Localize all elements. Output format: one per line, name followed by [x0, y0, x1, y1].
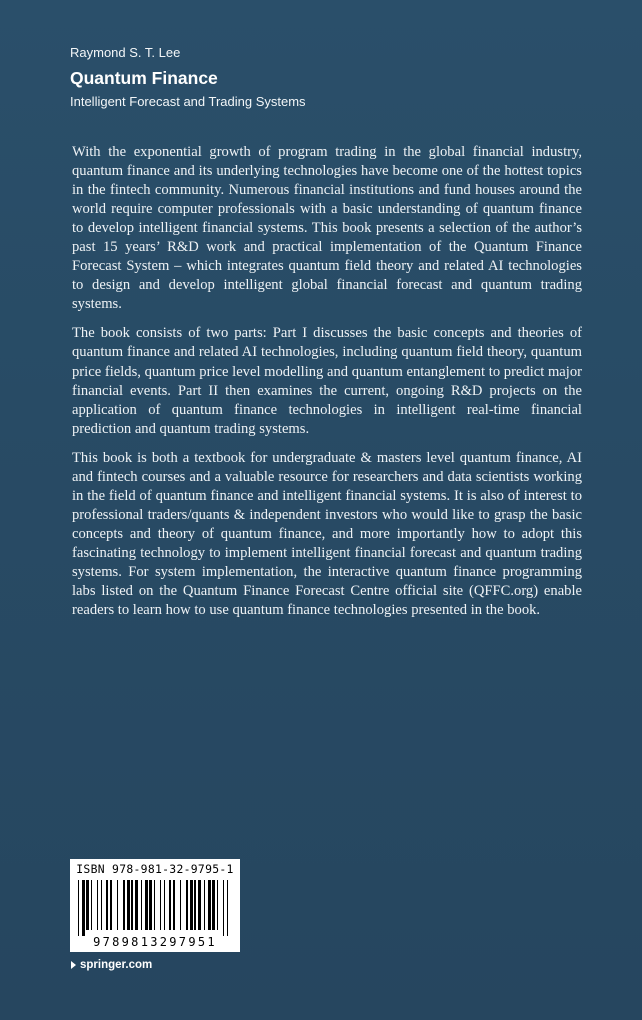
publisher-link[interactable]: springer.com — [80, 959, 153, 971]
back-cover-blurb — [72, 143, 582, 630]
barcode-digits: 9789813297951 — [93, 935, 217, 949]
cover-header — [70, 43, 590, 112]
arrow-right-icon — [71, 961, 76, 969]
barcode-bars — [78, 880, 232, 936]
blurb-paragraph: With the exponential growth of program trading in the global financial industry, quantum finance and its underlying technologies have become one of the hottest topics in the fintech community. Numerous financial institutions and fund houses around the world require computer professionals with a basic understanding of quantum finance to develop intelligent financial systems. This book presents a selection of the author’s past 15 years’ R&D work and practical implementation of the Quantum Finance Forecast System – which integrates quantum field theory and related AI technologies to design and develop intelligent global financial forecast and quantum trading systems. — [72, 144, 582, 313]
blurb-paragraph: The book consists of two parts: Part I discusses the basic concepts and theories of quantum finance and related AI technologies, including quantum field theory, quantum price fields, quantum price level modelling and quantum entanglement to predict major financial events. Part II then examines the current, ongoing R&D projects on the application of quantum finance technologies in intelligent real-time financial prediction and quantum trading systems. — [72, 325, 582, 437]
blurb-paragraph: This book is both a textbook for undergraduate & masters level quantum finance, AI and fintech courses and a valuable resource for researchers and data scientists working in the field of quantum finance and intelligent financial systems. It is also of interest to professional traders/quants & independent investors who would like to grasp the basic concepts and theory of quantum finance, and more importantly how to adopt this fascinating technology to implement intelligent financial forecast and quantum trading systems. For system implementation, the interactive quantum finance programming labs listed on the Quantum Finance Forecast Centre official site (QFFC.org) enable readers to learn how to use quantum finance technologies presented in the book. — [72, 449, 582, 619]
isbn-barcode — [70, 859, 240, 952]
author-name: Raymond S. T. Lee — [70, 45, 181, 60]
publisher-footer[interactable] — [71, 957, 152, 973]
book-title: Quantum Finance — [70, 68, 218, 88]
isbn-label: ISBN 978-981-32-9795-1 — [76, 862, 234, 876]
book-subtitle: Intelligent Forecast and Trading Systems — [70, 94, 306, 109]
